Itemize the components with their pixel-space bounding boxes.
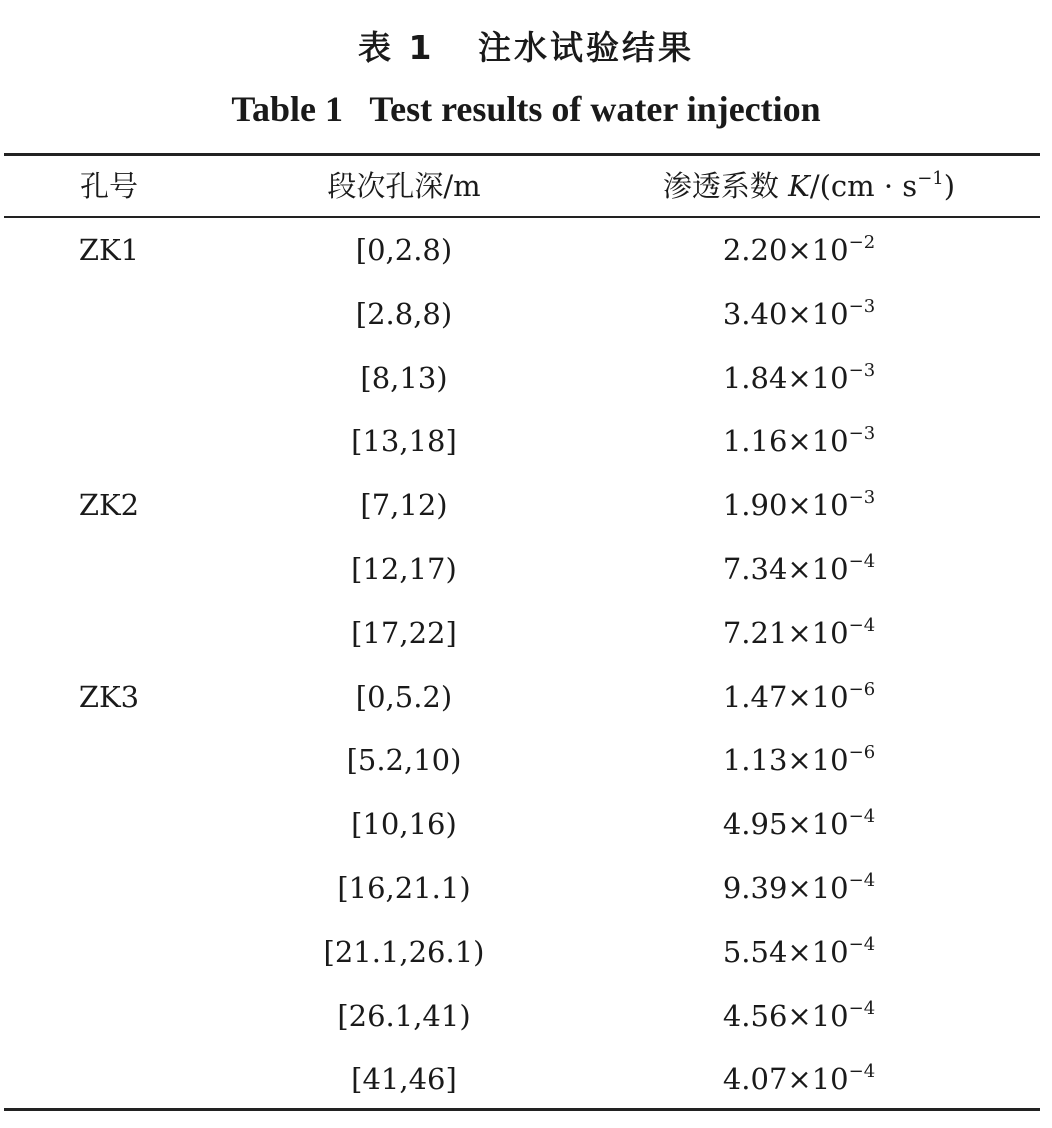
cell-depth: [26.1,41) [337, 998, 471, 1033]
cell-depth: [13,18] [351, 424, 457, 459]
cell-perm-mantissa: 4.56×10 [722, 998, 849, 1033]
header-permeability [594, 166, 1024, 206]
cell-perm-exponent: −4 [848, 551, 876, 572]
cell-borehole: ZK1 [78, 233, 140, 267]
cell-permeability [594, 740, 1004, 780]
cell-depth: [17,22] [351, 615, 457, 650]
table-row [4, 358, 1040, 398]
cell-perm-mantissa: 1.16×10 [722, 424, 849, 459]
cell-depth: [41,46] [351, 1062, 457, 1097]
bottom-rule [4, 1108, 1040, 1111]
header-perm-unit: /(cm · s [809, 169, 918, 203]
table-row [4, 932, 1040, 972]
cell-depth: [7,12) [360, 488, 448, 523]
table-row [4, 549, 1040, 589]
table-row [4, 485, 1040, 525]
cell-permeability [594, 677, 1004, 717]
cell-borehole: ZK3 [78, 679, 140, 714]
cell-perm-exponent: −3 [848, 359, 876, 381]
cell-perm-mantissa: 2.20×10 [722, 233, 849, 267]
cell-perm-mantissa: 1.13×10 [722, 743, 849, 778]
cell-perm-exponent: −3 [848, 423, 876, 445]
table-title-chinese: 表 1 注水试验结果 [358, 28, 694, 67]
table-row [4, 421, 1040, 461]
cell-depth: [0,2.8) [355, 233, 453, 267]
cell-perm-exponent: −3 [848, 487, 876, 509]
cell-perm-exponent: −6 [848, 742, 876, 764]
cell-perm-exponent: −4 [848, 933, 876, 955]
cell-perm-mantissa: 7.21×10 [722, 615, 849, 650]
header-rule [4, 216, 1040, 218]
header-perm-exp: −1 [917, 168, 944, 189]
cell-perm-exponent: −6 [848, 678, 876, 700]
cell-permeability [594, 421, 1004, 461]
cell-depth: [10,16) [351, 807, 457, 842]
table-row [4, 677, 1040, 717]
cell-depth: [2.8,8) [355, 296, 453, 331]
cell-perm-mantissa: 9.39×10 [722, 871, 849, 905]
header-borehole: 孔号 [79, 169, 138, 203]
cell-perm-mantissa: 5.54×10 [722, 934, 849, 969]
cell-perm-exponent: −4 [848, 1061, 876, 1083]
table-row [4, 613, 1040, 653]
cell-permeability [594, 613, 1004, 653]
cell-depth: [12,17) [351, 552, 457, 586]
cell-perm-exponent: −4 [848, 997, 876, 1019]
table-header-row [4, 166, 1040, 206]
cell-perm-mantissa: 7.34×10 [722, 552, 849, 586]
cell-permeability [594, 1059, 1004, 1099]
table-row [4, 230, 1040, 270]
top-rule [4, 153, 1040, 156]
cell-perm-exponent: −4 [848, 614, 876, 636]
header-depth: 段次孔深/m [327, 169, 481, 203]
cell-permeability [594, 549, 1004, 589]
cell-borehole: ZK2 [78, 488, 140, 523]
cell-permeability [594, 358, 1004, 398]
cell-permeability [594, 932, 1004, 972]
header-perm-close: ) [943, 169, 956, 203]
cell-depth: [21.1,26.1) [323, 934, 485, 969]
table-row [4, 740, 1040, 780]
cell-permeability [594, 804, 1004, 844]
cell-perm-exponent: −2 [848, 232, 876, 253]
cell-permeability [594, 294, 1004, 334]
cell-perm-mantissa: 3.40×10 [722, 296, 849, 331]
cell-perm-mantissa: 4.95×10 [722, 807, 849, 842]
cell-perm-mantissa: 4.07×10 [722, 1062, 849, 1097]
cell-permeability [594, 230, 1004, 270]
header-perm-prefix: 渗透系数 [662, 169, 789, 203]
table-row [4, 294, 1040, 334]
cell-depth: [5.2,10) [346, 743, 462, 778]
table-row [4, 868, 1040, 908]
table-row [4, 996, 1040, 1036]
cell-depth: [0,5.2) [355, 679, 453, 714]
cell-perm-mantissa: 1.47×10 [722, 679, 849, 714]
cell-depth: [8,13) [360, 360, 448, 395]
cell-permeability [594, 868, 1004, 908]
header-perm-symbol: K [788, 169, 810, 203]
cell-perm-exponent: −4 [848, 870, 876, 891]
cell-depth: [16,21.1) [337, 871, 471, 905]
cell-perm-exponent: −4 [848, 806, 876, 828]
cell-permeability [594, 485, 1004, 525]
cell-permeability [594, 996, 1004, 1036]
cell-perm-mantissa: 1.90×10 [722, 488, 849, 523]
table-title-english: Table 1 Test results of water injection [231, 89, 821, 129]
cell-perm-exponent: −3 [848, 295, 876, 317]
table-row [4, 1059, 1040, 1099]
cell-perm-mantissa: 1.84×10 [722, 360, 849, 395]
table-row [4, 804, 1040, 844]
